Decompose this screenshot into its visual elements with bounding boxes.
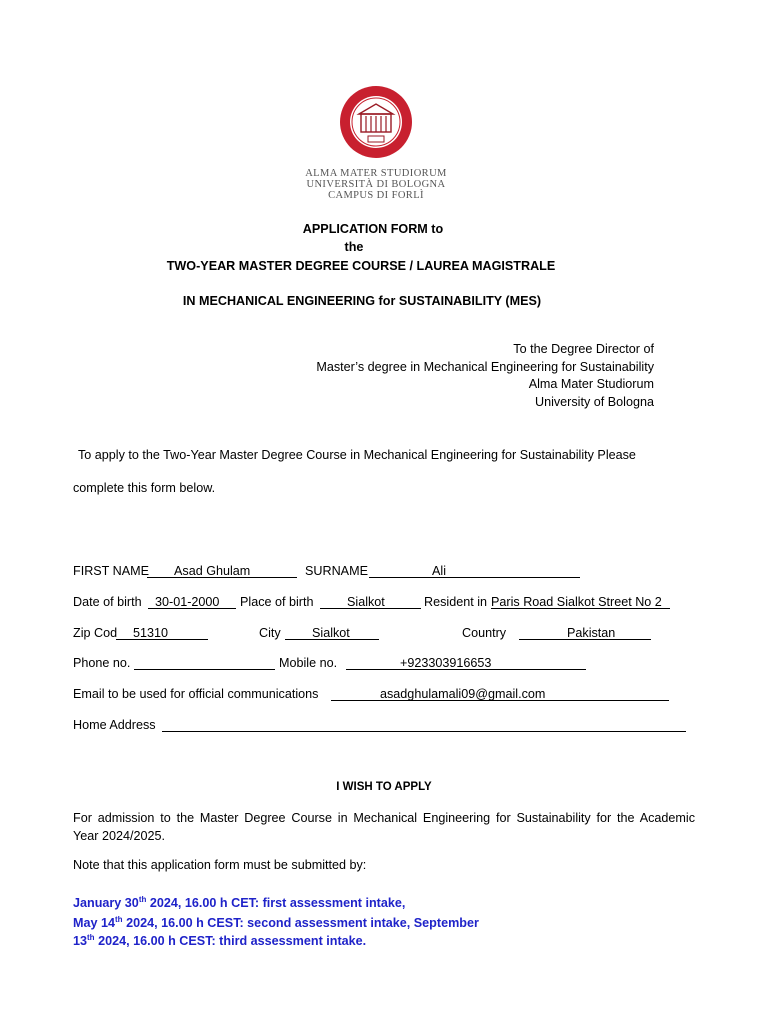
country-value[interactable]: Pakistan	[567, 626, 616, 640]
home-address-label: Home Address	[73, 718, 156, 732]
apply-paragraph-line-2: Year 2024/2025.	[73, 829, 165, 843]
intro-line-2: complete this form below.	[73, 481, 216, 495]
logo-line-3: CAMPUS DI FORLÌ	[328, 190, 424, 201]
address-line-3: Alma Mater Studiorum	[528, 377, 654, 391]
phone-label: Phone no.	[73, 656, 131, 670]
address-line-2: Master’s degree in Mechanical Engineering for Sustainability	[316, 360, 654, 374]
heading-line-4: IN MECHANICAL ENGINEERING for SUSTAINABILITY (MES)	[182, 294, 542, 308]
resident-value[interactable]: Paris Road Sialkot Street No 2	[491, 595, 662, 609]
zip-label: Zip Cod	[73, 626, 118, 640]
logo-line-2: UNIVERSITÀ DI BOLOGNA	[306, 179, 446, 190]
university-seal-icon	[332, 84, 420, 160]
place-of-birth-value[interactable]: Sialkot	[347, 595, 385, 609]
email-label: Email to be used for official communications	[73, 687, 319, 701]
submission-note: Note that this application form must be submitted by:	[73, 858, 367, 872]
dob-label: Date of birth	[73, 595, 142, 609]
mobile-label: Mobile no.	[279, 656, 338, 670]
address-line-1: To the Degree Director of	[513, 342, 654, 356]
apply-paragraph-line-1: For admission to the Master Degree Course in Mechanical Engineering for Sustainability for the Academic	[73, 811, 695, 825]
city-value[interactable]: Sialkot	[312, 626, 350, 640]
mobile-value[interactable]: +923303916653	[400, 656, 492, 670]
university-logo	[296, 82, 456, 204]
address-line-4: University of Bologna	[534, 395, 654, 409]
phone-underline	[134, 669, 275, 670]
deadline-3: 13th 2024, 16.00 h CEST: third assessment intake.	[73, 932, 367, 948]
zip-value[interactable]: 51310	[133, 626, 169, 640]
home-address-underline	[162, 731, 686, 732]
country-label: Country	[462, 626, 507, 640]
dob-value[interactable]: 30-01-2000	[155, 595, 220, 609]
place-of-birth-label: Place of birth	[240, 595, 314, 609]
surname-value[interactable]: Ali	[432, 564, 446, 578]
first-name-value[interactable]: Asad Ghulam	[174, 564, 251, 578]
surname-label: SURNAME	[305, 564, 368, 578]
surname-underline	[369, 577, 580, 578]
heading-line-3: TWO-YEAR MASTER DEGREE COURSE / LAUREA MAGISTRALE	[166, 259, 556, 273]
intro-line-1: To apply to the Two-Year Master Degree Course in Mechanical Engineering for Sustainability Please	[78, 448, 636, 462]
logo-line-1: ALMA MATER STUDIORUM	[305, 168, 447, 179]
first-name-label: FIRST NAME	[73, 564, 150, 578]
heading-line-1: APPLICATION FORM to	[302, 222, 444, 236]
city-label: City	[259, 626, 281, 640]
deadline-1: January 30th 2024, 16.00 h CET: first assessment intake,	[73, 894, 406, 910]
apply-title: I WISH TO APPLY	[336, 781, 432, 793]
resident-label: Resident in	[424, 595, 488, 609]
heading-line-2: the	[344, 240, 364, 254]
email-value[interactable]: asadghulamali09@gmail.com	[380, 687, 546, 701]
deadline-2: May 14th 2024, 16.00 h CEST: second assessment intake, September	[73, 914, 479, 930]
